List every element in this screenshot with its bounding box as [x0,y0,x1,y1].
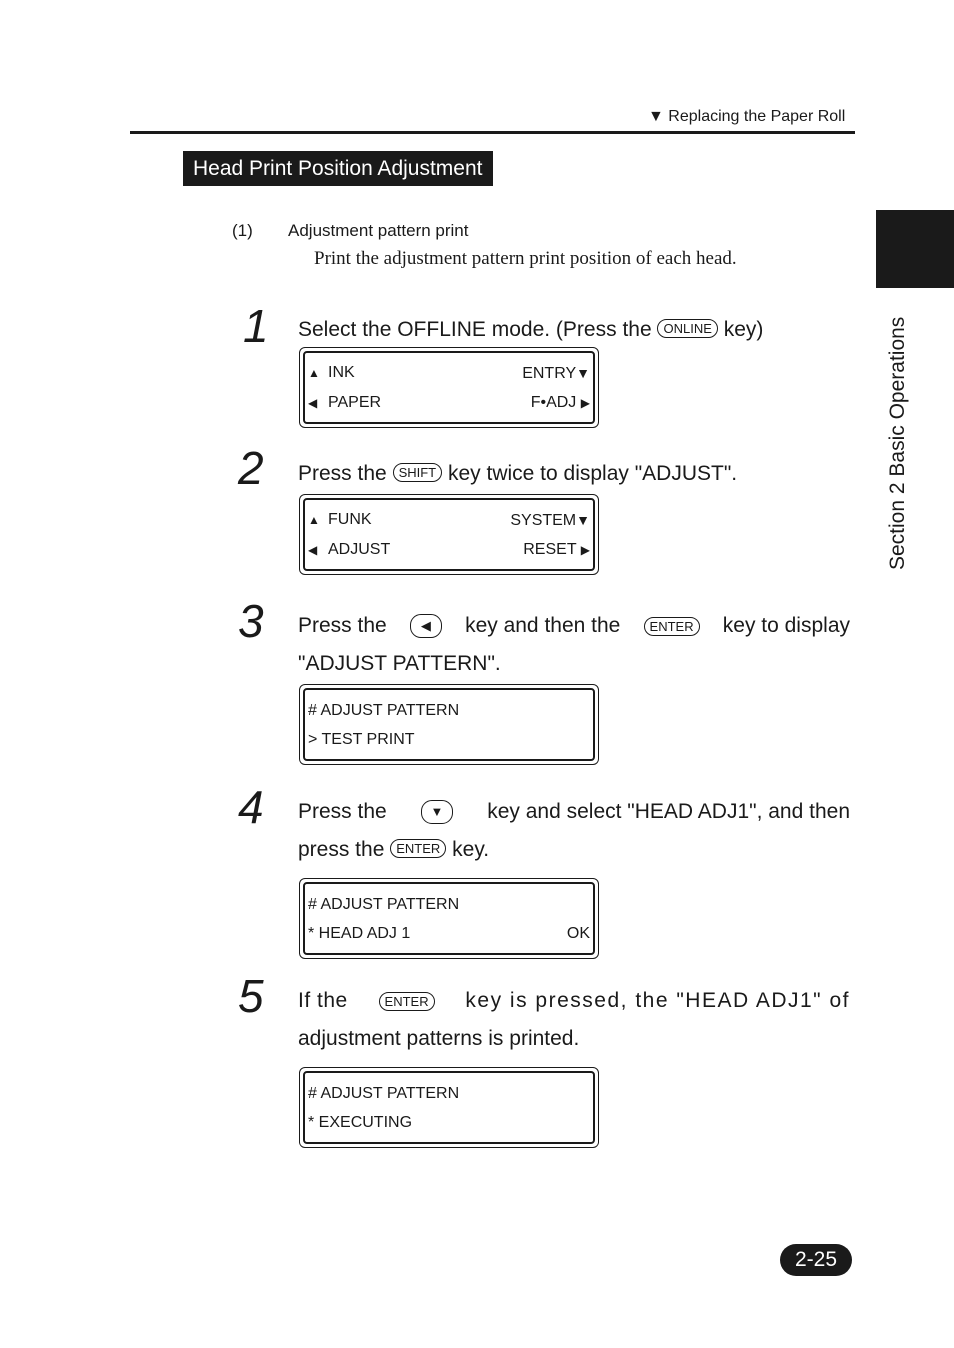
shift-key-icon: SHIFT [393,463,443,482]
up-arrow-icon: ▲ [308,513,320,527]
enter-key-icon: ENTER [644,617,700,636]
instruction-text: key and then the [465,614,621,637]
enter-key-icon: ENTER [390,839,446,858]
lcd-row [308,540,590,560]
lcd-text: INK [328,364,355,381]
instruction-text: press the [298,838,385,861]
lcd-text: RESET [523,541,577,558]
lcd-row [308,363,590,383]
instruction-text: Select the OFFLINE mode. (Press the [298,318,652,341]
left-arrow-icon: ◀ [308,543,318,557]
lcd-text: * EXECUTING [308,1114,413,1131]
step-number: 5 [238,970,264,1022]
subsection-title: Adjustment pattern print [288,221,469,240]
left-arrow-icon: ◀ [308,396,318,410]
right-arrow-icon: ▶ [580,543,590,557]
header-rule [130,131,855,134]
instruction-text: key and select "HEAD ADJ1", and then [487,800,850,823]
step-instruction [298,311,850,349]
instruction-text: Press the [298,800,387,823]
left-key-icon: ◀ [410,614,442,638]
step-number: 3 [238,595,264,647]
lcd-display [299,347,599,428]
lcd-text: SYSTEM [510,512,577,529]
lcd-text: # ADJUST PATTERN [308,896,460,913]
page-number: 2-25 [780,1244,852,1276]
down-arrow-icon: ▼ [576,365,590,381]
lcd-row [308,895,590,915]
down-triangle-icon: ▼ [648,108,664,125]
instruction-text: key. [452,838,490,861]
lcd-row [308,730,590,750]
lcd-row [308,510,590,530]
lcd-row [308,1113,590,1133]
lcd-row [308,701,590,721]
lcd-display [299,878,599,959]
up-arrow-icon: ▲ [308,366,320,380]
side-tab-label: Section 2 Basic Operations [886,316,909,570]
instruction-text: Press the [298,614,387,637]
side-tab-block [876,210,954,288]
down-arrow-icon: ▼ [576,512,590,528]
instruction-text: key is pressed, the "HEAD ADJ1" of [465,989,850,1012]
step-instruction [298,982,850,1058]
instruction-text: If the [298,989,348,1012]
step-number: 2 [238,442,264,494]
subsection-number: (1) [232,221,253,240]
lcd-text: F•ADJ [530,394,577,411]
instruction-text: key twice to display "ADJUST". [447,462,738,485]
lcd-text: FUNK [328,511,372,528]
lcd-text: * HEAD ADJ 1 [308,925,411,942]
lcd-display [299,494,599,575]
lcd-text: # ADJUST PATTERN [308,702,460,719]
instruction-text: "ADJUST PATTERN". [298,652,501,675]
running-title: Replacing the Paper Roll [668,108,846,125]
step-instruction [298,607,850,683]
step-number: 1 [243,300,269,352]
lcd-row [308,1084,590,1104]
step-number: 4 [238,781,264,833]
step-instruction [298,455,850,493]
lcd-row [308,393,590,413]
lcd-text: PAPER [328,394,382,411]
instruction-text: Press the [298,462,387,485]
lcd-text: > TEST PRINT [308,731,415,748]
right-arrow-icon: ▶ [580,396,590,410]
step-instruction [298,793,850,869]
instruction-text: key) [723,318,764,341]
lcd-display [299,1067,599,1148]
instruction-text: adjustment patterns is printed. [298,1027,580,1050]
lcd-text: # ADJUST PATTERN [308,1085,460,1102]
section-title: Head Print Position Adjustment [183,151,493,186]
down-key-icon: ▼ [421,800,453,824]
lcd-row [308,924,590,944]
subsection-description: Print the adjustment pattern print position of each head. [314,248,737,269]
lcd-text: ADJUST [328,541,391,558]
lcd-text: ENTRY [522,365,577,382]
online-key-icon: ONLINE [657,319,717,338]
running-header [648,108,845,126]
lcd-text: OK [566,925,590,942]
lcd-display [299,684,599,765]
enter-key-icon: ENTER [379,992,435,1011]
instruction-text: key to display [722,614,850,637]
